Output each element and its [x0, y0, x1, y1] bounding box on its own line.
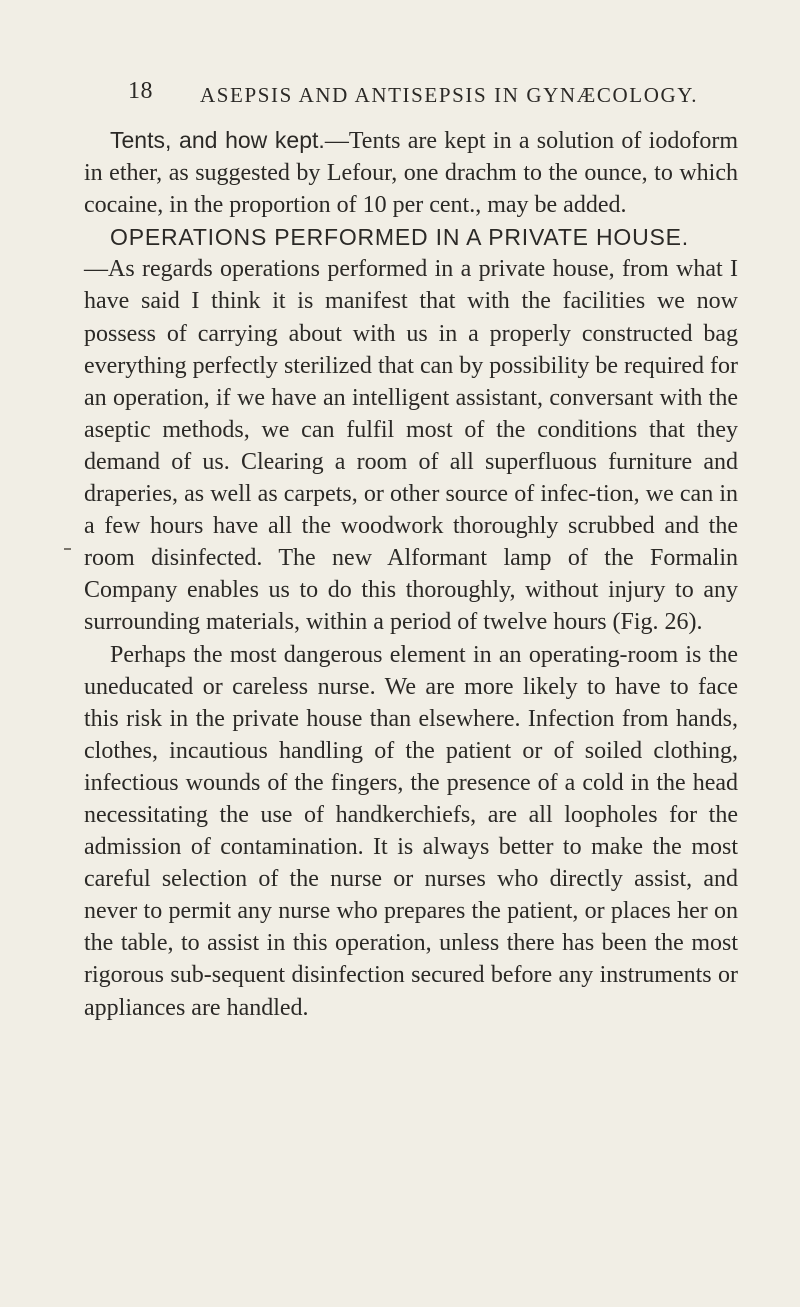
section-heading: OPERATIONS PERFORMED IN A PRIVATE HOUSE.	[110, 224, 689, 251]
running-head: ASEPSIS AND ANTISEPSIS IN GYNÆCOLOGY.	[200, 83, 699, 107]
paragraph-tents-text: —Tents are kept in a solution of iodoform in ether, as suggested by Lefour, one drachm to the ounce, to which cocaine, in the proportion of 10 per cent., may be added.	[84, 128, 738, 219]
paragraph-private-house-text: —As regards operations performed in a private house, from what I have said I think it is manifest that with the facilities we now possess of carrying about with us in a properly constructed bag everything perfectly sterilized that can by possibility be required for an operation, if we have an intelligent assistant, conversant with the aseptic methods, we can fulfil most of the conditions that they demand of us. Clearing a room of all superfluous furniture and draperies, as well as carpets, or other source of infec-tion, we can in a few hours have all the woodwork thoroughly scrubbed and the room disinfected. The new Alformant lamp of the Formalin Company enables us to do this thoroughly, without injury to any surrounding materials, within a period of twelve hours (Fig. 26).	[84, 256, 738, 636]
body-text	[84, 124, 738, 1024]
margin-mark	[64, 548, 71, 550]
page-number: 18	[128, 78, 153, 104]
paragraph-nurse: Perhaps the most dangerous element in an operating-room is the uneducated or careless nurse. We are more likely to have to face this risk in the private house than elsewhere. Infection from hands, clothes, incautious handling of the patient or of soiled clothing, infectious wounds of the fingers, the presence of a cold in the head necessitating the use of handkerchiefs, are all loopholes for the admission of contamination. It is always better to make the most careful selection of the nurse or nurses who directly assist, and never to permit any nurse who prepares the patient, or places her on the table, to assist in this operation, unless there has been the most rigorous sub-sequent disinfection secured before any instruments or appliances are handled.	[84, 641, 738, 1021]
paragraph-tents-lead: Tents, and how kept.	[110, 127, 325, 153]
paragraph-private-house	[84, 221, 738, 638]
paragraph-tents	[84, 124, 738, 221]
